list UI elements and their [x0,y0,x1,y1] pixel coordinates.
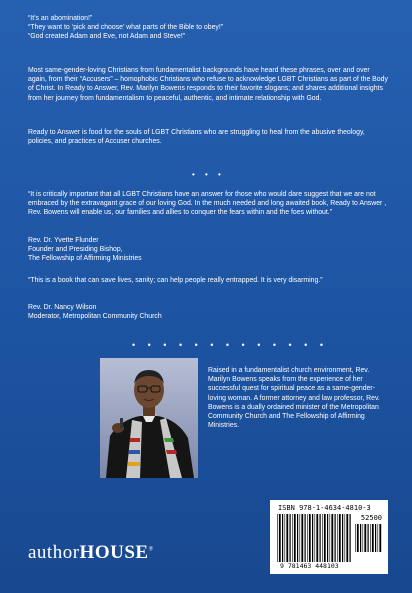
barcode-bar [370,524,371,552]
barcode-bar [309,514,311,562]
barcode-bar [316,514,318,562]
barcode-bar [346,514,348,562]
barcode-bar [277,514,278,562]
slogan-1: “It’s an abomination!” [28,15,93,22]
barcode-bar [335,514,336,562]
barcode-bar [285,514,286,562]
price-code: 52500 [360,514,382,522]
barcode-bar [342,514,343,562]
barcode-bar [292,514,293,562]
barcode-bar [363,524,364,552]
barcode-bar [322,514,323,562]
barcode-bar [282,514,283,562]
author-photo [100,358,198,478]
endorsement-quote-1: “It is critically important that all LGBT Christians have an answer for those who would dare suggest that we are not embraced by the extravagant grace of our loving God. In the much needed and long awaited book, Ready to Answer , Rev. Bowens will enable us, our families and allies to conquer the fears within and the foes without.” [28,191,387,217]
attribution-name: Rev. Dr. Yvette Flunder [28,237,99,244]
barcode-bar [301,514,303,562]
barcode-bar [368,524,369,552]
attribution-title: Founder and Presiding Bishop, [28,246,123,254]
barcode-bar [331,514,333,562]
barcode-bar [315,514,316,562]
intro-paragraph: Most same-gender-loving Christians from fundamentalist backgrounds have heard these phrases, over and over again, from their “Accusers” – homophobic Christians who refuse to acknowledge LGBT Christians as part of the Body of Christ. In Ready to Answer, Rev. Marilyn Bowens responds to their favorite slogans; and shares additional insights from her journey from fundamentalism to peaceful, authentic, and intimate relationship with God. [28,67,388,102]
barcode-bar [339,514,341,562]
isbn-label: ISBN 978-1-4634-4810-3 [278,504,371,512]
slogan-2: “They want to ‘pick and choose’ what parts of the Bible to obey!” [28,24,224,32]
barcode-number: 9 781463 448103 [280,562,339,570]
trademark-symbol: ® [148,546,154,553]
endorsement-attribution-2 [28,303,392,321]
barcode-bar [330,514,331,562]
publisher-logo-part2: HOUSE [79,542,149,563]
barcode-bar [279,514,281,562]
summary-paragraph: Ready to Answer is food for the souls of LGBT Christians who are struggling to heal from the abusive theology, policies, and practices of Accuser churches. [28,129,365,146]
barcode-bar [297,514,298,562]
barcode-bar [360,524,361,552]
barcode-bar [305,514,306,562]
attribution-org: The Fellowship of Affirming Ministries [28,255,142,263]
barcode-bar [327,514,328,562]
barcode-bar [355,524,356,552]
barcode-bar [350,514,351,562]
publisher-logo-part1: author [28,542,80,563]
barcode-bar [337,514,338,562]
barcode-bar [345,514,346,562]
barcode-bar [300,514,301,562]
separator-large: • • • • • • • • • • • • • [132,340,328,350]
barcode-bars [276,514,352,562]
author-bio: Raised in a fundamentalist church environment, Rev. Marilyn Bowens speaks from the experience of her successful quest for spiritual peace as a same-gender-loving woman. A former attorney and law professor, Rev. Bowens is a dually ordained minister of the Metropolitan Community Church and The Fellowship of Affirming Ministries. [208,367,380,430]
barcode [270,500,388,574]
barcode-bar [290,514,291,562]
slogans [28,14,388,42]
publisher-logo [28,542,154,564]
barcode-bar [372,524,374,552]
endorsement-attribution-1 [28,236,392,264]
barcode-bar [320,514,321,562]
barcode-bar [286,514,288,562]
barcode-bar [375,524,376,552]
attribution-name: Rev. Dr. Nancy Wilson [28,304,97,311]
author-portrait-illustration [100,358,198,478]
price-barcode-bars [354,524,382,552]
slogan-3: “God created Adam and Eve, not Adam and Steve!” [28,33,186,41]
barcode-bar [364,524,366,552]
barcode-bar [357,524,359,552]
barcode-bar [379,524,381,552]
attribution-title: Moderator, Metropolitan Community Church [28,313,162,321]
barcode-bar [294,514,296,562]
barcode-bar [378,524,379,552]
endorsement-quote-2: “This is a book that can save lives, sanity; can help people really entrapped. It is very disarming.” [28,277,323,284]
barcode-bar [307,514,308,562]
barcode-bar [312,514,313,562]
separator-small: • • • [192,170,225,179]
barcode-bar [324,514,326,562]
